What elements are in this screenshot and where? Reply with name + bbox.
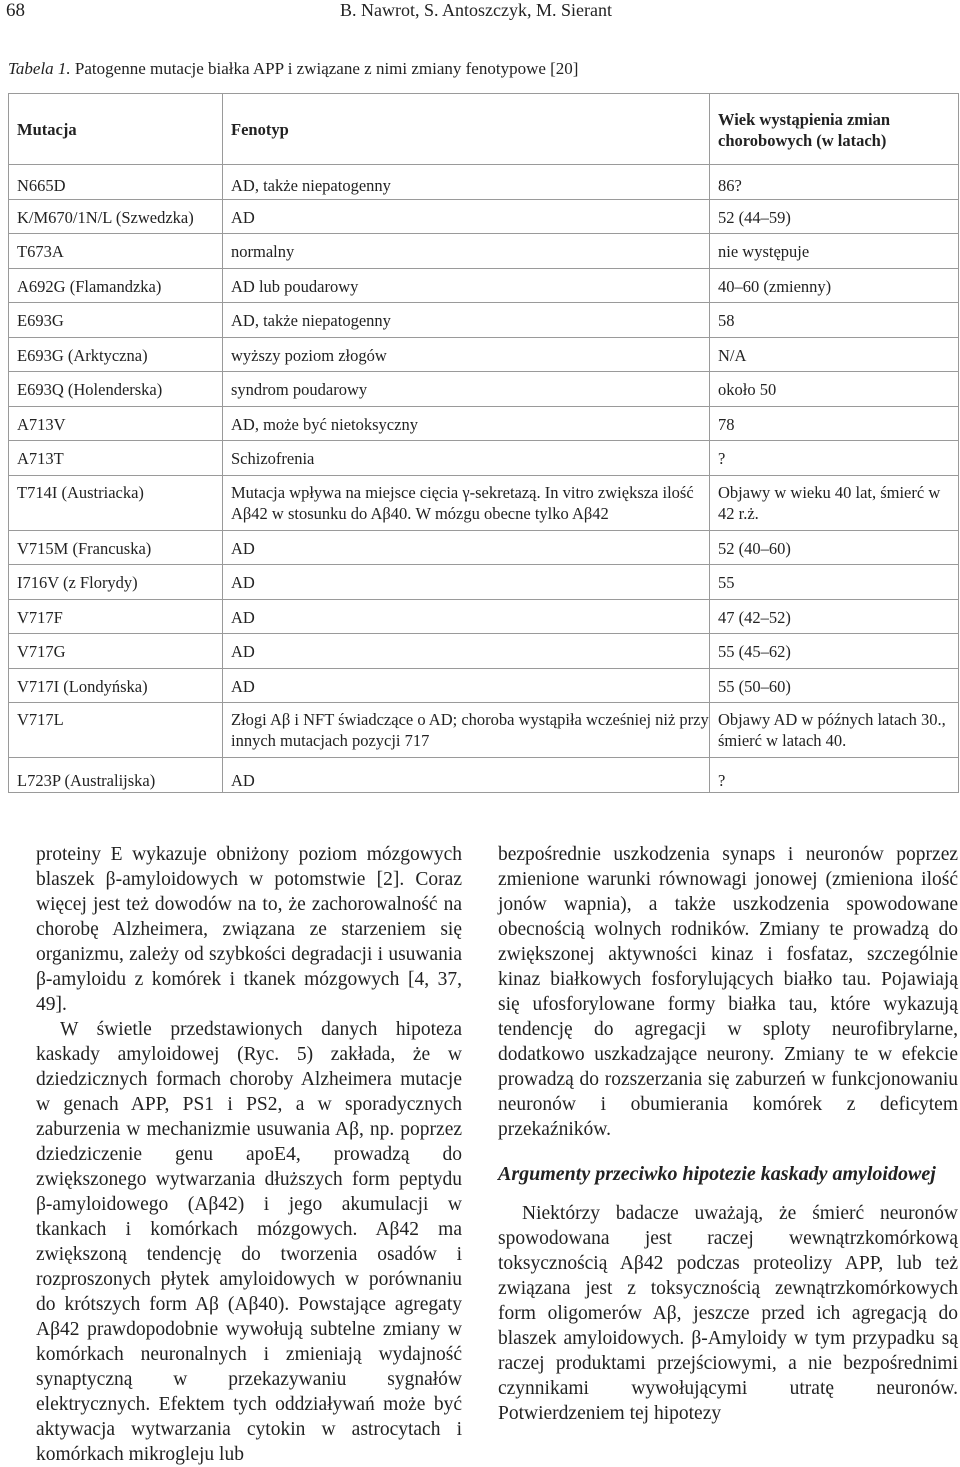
cell-age-of-onset: 47 (42–52) bbox=[710, 599, 959, 634]
cell-age-of-onset: 86? bbox=[710, 165, 959, 200]
cell-phenotype: AD bbox=[223, 758, 710, 793]
table-row bbox=[9, 165, 959, 200]
cell-mutation: N665D bbox=[9, 165, 223, 200]
cell-age-of-onset: N/A bbox=[710, 337, 959, 372]
right-text-column bbox=[498, 842, 958, 1426]
cell-age-of-onset: 52 (40–60) bbox=[710, 530, 959, 565]
cell-mutation: A692G (Flamandzka) bbox=[9, 268, 223, 303]
table-body bbox=[9, 165, 959, 793]
cell-phenotype: AD, także niepatogenny bbox=[223, 303, 710, 338]
cell-age-of-onset: ? bbox=[710, 441, 959, 476]
cell-age-of-onset: 55 (50–60) bbox=[710, 668, 959, 703]
cell-phenotype: AD bbox=[223, 634, 710, 669]
cell-phenotype: AD lub poudarowy bbox=[223, 268, 710, 303]
table-row bbox=[9, 565, 959, 600]
table-row bbox=[9, 268, 959, 303]
left-paragraph-2: W świetle przedstawionych danych hipoteza kaskady amyloidowej (Ryc. 5) zakłada, że w dziedzicznych formach choroby Alzheimera mutacje w genach APP, PS1 i PS2, a w sporadycznych zaburzenia w mechanizmie usuwania Aβ, np. poprzez dziedziczenie genu apoE4, prowadzą do zwiększonego wytwarzania dłuższych form peptydu β-amyloidowego (Aβ42) i jego akumulacji w tkankach i komórkach mózgowych. Aβ42 ma zwiększoną tendencję do tworzenia osadów i rozproszonych płytek amyloidowych w porównaniu do krótszych form Aβ (Aβ40). Powstające agregaty Aβ42 prawdopodobnie wywołują subtelne zmiany w komórkach neuronalnych i zmieniają wydajność synaptyczną w przekazywaniu sygnałów elektrycznych. Efektem tych oddziaływań może być aktywacja wytwarzania cytokin w astrocytach i komórkach mikrogleju lub bbox=[36, 1019, 462, 1465]
cell-mutation: A713T bbox=[9, 441, 223, 476]
table-caption-text: Patogenne mutacje białka APP i związane z nimi zmiany fenotypowe [20] bbox=[70, 59, 579, 78]
cell-age-of-onset: 58 bbox=[710, 303, 959, 338]
table-row bbox=[9, 337, 959, 372]
table-caption bbox=[8, 59, 578, 79]
cell-age-of-onset: Objawy AD w późnych latach 30., śmierć w latach 40. bbox=[710, 703, 959, 758]
header-age-of-onset: Wiek wystąpienia zmian chorobowych (w latach) bbox=[710, 94, 959, 165]
table-row bbox=[9, 441, 959, 476]
header-mutation: Mutacja bbox=[9, 94, 223, 165]
cell-mutation: E693G (Arktyczna) bbox=[9, 337, 223, 372]
left-paragraph-1: proteiny E wykazuje obniżony poziom mózgowych blaszek β-amyloidowych w potomstwie [2]. Coraz więcej jest też dowodów na to, że zachorowalność na chorobę Alzheimera, związana ze starzeniem się organizmu, zależy od szybkości degradacji i usuwania β-amyloidu z komórek i tkanek mózgowych [4, 37, 49]. bbox=[36, 844, 462, 1015]
cell-phenotype: AD, może być nietoksyczny bbox=[223, 406, 710, 441]
cell-mutation: A713V bbox=[9, 406, 223, 441]
cell-mutation: T673A bbox=[9, 234, 223, 269]
table-row bbox=[9, 703, 959, 758]
cell-phenotype: AD bbox=[223, 599, 710, 634]
cell-phenotype: AD bbox=[223, 530, 710, 565]
cell-mutation: T714I (Austriacka) bbox=[9, 475, 223, 530]
cell-phenotype: syndrom poudarowy bbox=[223, 372, 710, 407]
cell-age-of-onset: Objawy w wieku 40 lat, śmierć w 42 r.ż. bbox=[710, 475, 959, 530]
table-row bbox=[9, 475, 959, 530]
cell-age-of-onset: około 50 bbox=[710, 372, 959, 407]
cell-phenotype: AD bbox=[223, 565, 710, 600]
cell-phenotype: Złogi Aβ i NFT świadczące o AD; choroba wystąpiła wcześniej niż przy innych mutacjach pozycji 717 bbox=[223, 703, 710, 758]
header-phenotype: Fenotyp bbox=[223, 94, 710, 165]
cell-mutation: E693Q (Holenderska) bbox=[9, 372, 223, 407]
section-heading: Argumenty przeciwko hipotezie kaskady amyloidowej bbox=[498, 1163, 936, 1185]
cell-mutation: K/M670/1N/L (Szwedzka) bbox=[9, 199, 223, 234]
running-head-authors: B. Nawrot, S. Antoszczyk, M. Sierant bbox=[340, 0, 612, 20]
cell-age-of-onset: 55 (45–62) bbox=[710, 634, 959, 669]
cell-age-of-onset: 78 bbox=[710, 406, 959, 441]
right-paragraph-2: Niektórzy badacze uważają, że śmierć neuronów spowodowana jest raczej wewnątrzkomórkową toksycznością Aβ42 podczas proteolizy APP, lub też związana jest z toksycznością zewnątrzkomórkowych form oligomerów Aβ, jeszcze przed ich agregacją do blaszek amyloidowych. β-Amyloidy w tym przypadku są raczej produktami przejściowymi, a nie bezpośrednimi czynnikami wywołującymi utratę neuronów. Potwierdzeniem tej hipotezy bbox=[498, 1203, 958, 1424]
cell-mutation: L723P (Australijska) bbox=[9, 758, 223, 793]
table-row bbox=[9, 634, 959, 669]
cell-age-of-onset: 52 (44–59) bbox=[710, 199, 959, 234]
cell-phenotype: Schizofrenia bbox=[223, 441, 710, 476]
page-header bbox=[0, 0, 960, 30]
cell-mutation: V717I (Londyńska) bbox=[9, 668, 223, 703]
cell-phenotype: AD bbox=[223, 199, 710, 234]
table-row bbox=[9, 758, 959, 793]
cell-phenotype: wyższy poziom złogów bbox=[223, 337, 710, 372]
table-row bbox=[9, 303, 959, 338]
table-row bbox=[9, 372, 959, 407]
cell-phenotype: Mutacja wpływa na miejsce cięcia γ-sekretazą. In vitro zwiększa ilość Aβ42 w stosunku do Aβ40. W mózgu obecne tylko Aβ42 bbox=[223, 475, 710, 530]
table-header-row bbox=[9, 94, 959, 165]
cell-age-of-onset: nie występuje bbox=[710, 234, 959, 269]
table-row bbox=[9, 234, 959, 269]
table-row bbox=[9, 668, 959, 703]
cell-mutation: V717G bbox=[9, 634, 223, 669]
left-text-column bbox=[36, 842, 462, 1467]
mutations-table-container bbox=[8, 93, 958, 793]
cell-mutation: V715M (Francuska) bbox=[9, 530, 223, 565]
cell-phenotype: AD, także niepatogenny bbox=[223, 165, 710, 200]
cell-mutation: V717F bbox=[9, 599, 223, 634]
cell-phenotype: AD bbox=[223, 668, 710, 703]
cell-phenotype: normalny bbox=[223, 234, 710, 269]
page-number: 68 bbox=[6, 0, 25, 21]
table-row bbox=[9, 406, 959, 441]
table-row bbox=[9, 199, 959, 234]
cell-age-of-onset: 40–60 (zmienny) bbox=[710, 268, 959, 303]
right-paragraph-1: bezpośrednie uszkodzenia synaps i neuronów poprzez zmienione warunki równowagi jonowej (zmieniona ilość jonów wapnia), a także uszkodzenia spowodowane obecnością wolnych rodników. Zmiany te prowadzą do zwiększonej aktywności kinaz i fosfataz, szczególnie kinaz białkowych fosforylujących białko tau. Pojawiają się ufosforylowane formy białka tau, które wykazują tendencję do agregacji w sploty neurofibrylarne, dodatkowo uszkadzające neurony. Zmiany te w efekcie prowadzą do rozszerzania się zaburzeń w funkcjonowaniu neuronów i obumierania komórek z deficytem przekaźników. bbox=[498, 844, 958, 1140]
table-row bbox=[9, 530, 959, 565]
mutations-table bbox=[8, 93, 959, 793]
cell-mutation: I716V (z Florydy) bbox=[9, 565, 223, 600]
cell-age-of-onset: ? bbox=[710, 758, 959, 793]
cell-age-of-onset: 55 bbox=[710, 565, 959, 600]
table-caption-label: Tabela 1. bbox=[8, 59, 71, 78]
table-row bbox=[9, 599, 959, 634]
cell-mutation: V717L bbox=[9, 703, 223, 758]
cell-mutation: E693G bbox=[9, 303, 223, 338]
